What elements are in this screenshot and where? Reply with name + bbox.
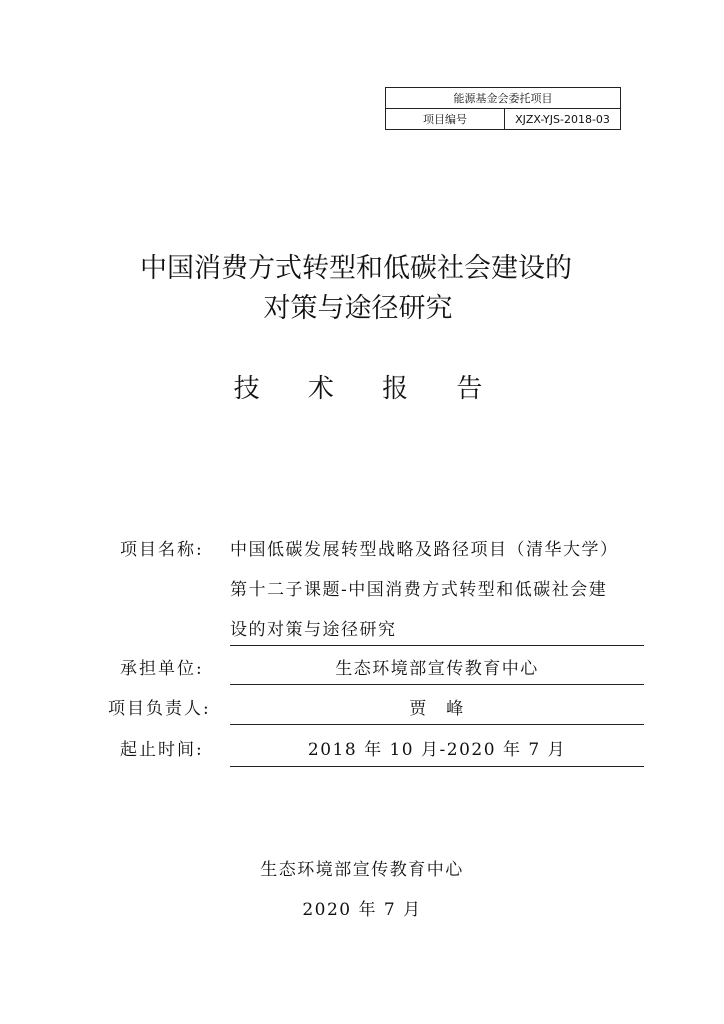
reference-box [385, 87, 621, 130]
leader-value: 贾 峰 [409, 699, 465, 719]
report-type: 技 术 报 告 [233, 374, 503, 404]
footer-date: 2020 年 7 月 [302, 900, 422, 920]
project-name-label: 项目名称: [120, 540, 204, 560]
period-value: 2018 年 10 月-2020 年 7 月 [307, 740, 567, 760]
project-id-value: XJZX-YJS-2018-03 [505, 109, 621, 130]
divider [230, 766, 644, 767]
undertaker-label: 承担单位: [120, 659, 204, 679]
report-title-line-2: 对策与途径研究 [263, 293, 453, 324]
undertaker-value: 生态环境部宣传教育中心 [335, 659, 539, 679]
footer-organization: 生态环境部宣传教育中心 [260, 860, 464, 880]
project-name-line-3: 设的对策与途径研究 [230, 620, 397, 640]
project-name-line-2: 第十二子课题-中国消费方式转型和低碳社会建 [230, 580, 608, 600]
project-name-line-1: 中国低碳发展转型战略及路径项目（清华大学） [230, 540, 619, 560]
divider [230, 724, 644, 725]
project-id-label: 项目编号 [386, 109, 505, 130]
divider [230, 684, 644, 685]
reference-box-header: 能源基金会委托项目 [386, 88, 621, 109]
report-title-line-1: 中国消费方式转型和低碳社会建设的 [140, 253, 572, 284]
leader-label: 项目负责人: [108, 699, 211, 719]
period-label: 起止时间: [120, 740, 204, 760]
divider [230, 645, 644, 646]
